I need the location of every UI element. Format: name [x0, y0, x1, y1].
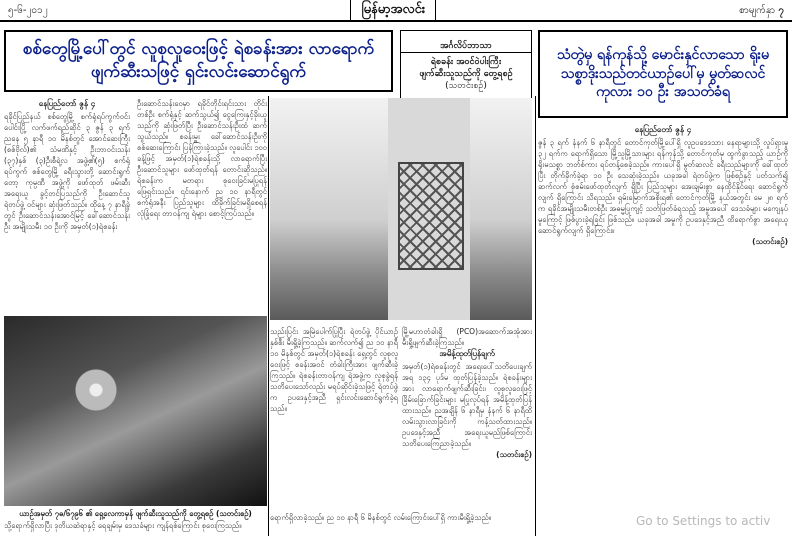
col3a-text: သည်းပြင်း အမြဲပေါက်ပြုပြီး ရဲတပ်ဖွဲ့ ပိုင်ယာဉ်နှစ်စီး မီးရှို့ခဲ့ကြသည်။ ဆက်လက်၍ ည ၁၀ နာရီ ၁၀ မိနစ်တွင် အမှတ်(၁)ရဲစခန်း ရှေ့တွင် လူစုလူဝေးဖြင့် စခန်းအဝင် တံခါးကြီးအား ဖျက်ဆီးခဲ့ကြသည်။ ရဲစခန်းတာဝန်ကျ ရဲအဖွဲ့က လူစုခွဲရန် သတိပေးသော်လည်း မရပ်ဆိုင်းခဲ့သဖြင့် ရဲတပ်ဖွဲ့က ဥပဒေနှင့်အညီ ရှင်းလင်းဆောင်ရွက်ခဲ့ရသည်။	[270, 327, 398, 413]
photo-smashed-windshield	[4, 316, 267, 506]
headline-mid-line3: ဖျက်ဆီးသူသည်ကို တွေ့ရစဉ်	[419, 69, 513, 79]
col5-credit: (သတင်းစဉ်)	[752, 237, 788, 246]
caption-credit: (သတင်းစဉ်)	[215, 509, 252, 518]
byline-right: နေပြည်တော် ဇွန် ၄	[634, 125, 692, 134]
article-left-col2	[137, 98, 267, 310]
column-rule-1	[268, 96, 269, 536]
headline-mid-line4: (သတင်းစဉ်)	[445, 81, 487, 92]
article-right	[538, 124, 788, 534]
bottom-left-copy: သို့ရောက်ရှိလာပြီး ဒုတိယဆဲရာနှင့် ရေချမ်းမှ ဒေသခံများ ကျန်ရစ်ကြောင်း စုဝေးကြသည်။	[4, 521, 242, 530]
col4-text: မြို့မဟာတံခါးရှိ (PCO)အဆောက်အအုံအား မီးရှို့ဖျက်ဆီးခဲ့ကြသည်။	[402, 327, 532, 347]
headline-mid-line2: ရဲစခန်း အဝင်ဝဲပါးကြီး	[430, 56, 502, 67]
article-mid-col1	[270, 326, 398, 512]
weekday-label: စာမျက်နှာ	[739, 4, 776, 16]
subheading: အမိန့်ထုတ်ပြန်ချက်	[439, 349, 495, 358]
col4b-text: အမှတ်(၁)ရဲစခန်းတွင် အရေးပေါ်သတိပေးချက်အရ ၁၃၄ ပုဒ်မ ထုတ်ပြန်ခဲ့သည်။ ရဲစခန်းများအား လာရောက်ဖျက်ဆီးခြင်း၊ လူစုလူဝေးဖြင့် ခြိမ်းခြောက်ခြင်းများ မပြုလုပ်ရန် အမိန့်ထုတ်ပြန်ထားသည်။ ညအချိန် ၆ နာရီမှ နံနက် ၆ နာရီထိ လမ်းသွားလာခြင်းကို ကန့်သတ်ထားသည်။ ဥပဒေနှင့်အညီ အရေးယူမည်ဖြစ်ကြောင်း သတိပေးကြေညာခဲ့သည်။	[402, 362, 532, 448]
headline-middle-box	[400, 30, 532, 102]
os-activation-watermark: Go to Settings to activ	[636, 514, 771, 528]
caption-text: ယာဉ်အမှတ် ၇ဓ/၆၇၉၆ ၏ ရှေ့လေကာမှန် ဖျက်ဆီးသူသည်ကို တွေ့ရစဉ်	[19, 509, 214, 518]
article-left-col1	[4, 98, 130, 310]
col4-credit: (သတင်းစဉ်)	[496, 450, 532, 459]
col5-text: ဇွန် ၃ ရက် နံနက် ၆ နာရီတွင် တောင်ကုတ်မြို့ပေါ်ရှိ လူဥပဒေဒသား နေရာများသို့ လှုပ်ရှားမှု ၃၂ ရက်က ရောက်ရှိသော မြို့သူမြို့သားများ ရန်ကုန်သို့ တောင်ကုတ်မှ ထွက်ခွာသည့် ယာဉ်ကို ရိုးမသစ္စာ ဘတ်စ်ကား ရပ်တန့်စေခဲ့သည်။ ကားပေါ်ရှိ မွတ်ဆလင် ခရီးသည်များကို ခေါ်ထုတ်ပြီး တိုက်ခိုက်ခဲ့ရာ ၁၀ ဦး သေဆုံးခဲ့သည်။ ယခုအခါ ရဲတပ်ဖွဲ့က ဖြစ်စဉ်နှင့် ပတ်သက်၍ ဆက်လက် စုံစမ်းဖော်ထုတ်လျက် ရှိပြီး ပြည်သူများ အေးချမ်းစွာ နေထိုင်နိုင်ရေး ဆောင်ရွက်လျက် ရှိကြောင်း သိရသည်။ ရှမ်းမြောက်အစိုးရ၏ တောင်ကုတ်မြို့ နယ်အတွင်း မေ ၂၈ ရက်က ရခိုင်အမျိုးသမီးတစ်ဦး အဓမ္မပြုကျင့် သတ်ဖြတ်ခံရသည့် အမှုအပေါ် ဒေသခံများ မကျေနပ်မှုကြောင့် ဖြစ်ပွားခဲ့ရခြင်း ဖြစ်သည်။ ယခုအခါ အမှုကို ဥပဒေနှင့်အညီ ထိရောက်စွာ အရေးယူဆောင်ရွက်လျက် ရှိကြောင်း။	[538, 138, 788, 235]
bottom-mid-copy: ရောက်ရှိလာခဲ့သည်။ ည ၁၀ နာရီ ၆ မိနစ်တွင် လမ်းကြောင်းပေါ်ရှိ ကားမီးရှို့ခဲ့သည်။	[270, 513, 491, 522]
headline-right: သံတွဲမှ ရန်ကုန်သို့ မောင်းနှင်လာသော ရိုးမသစ္စာဒိုးသည်တင်ယာဉ်ပေါ်မှ မွတ်ဆလင်ကုလား ၁၀ ဦး အသတ်ခံရ	[538, 30, 788, 118]
byline: နေပြည်တော် ဇွန် ၄	[38, 99, 96, 108]
bottom-mid-text	[270, 512, 532, 537]
page-header-bar	[0, 0, 792, 22]
headline-left: စစ်တွေမြို့ပေါ်တွင် လူစုလူဝေးဖြင့် ရဲစခန်းအား လာရောက်ဖျက်ဆီးသဖြင့် ရှင်းလင်းဆောင်ရွက်	[4, 30, 393, 92]
headline-mid-line1: အင်္ဂလိပ်ဘာသာ	[401, 40, 531, 53]
issue-date: ၅-၆-၂၀၁၂	[8, 4, 48, 16]
broken-gate	[398, 162, 464, 270]
col2-text: ဦးဆောင်သန်းဝေမှာ ရခိုင်တိုင်းရင်းသား တိုင်းတစ်ဦး စက်ရုံနှင့် ဆက်သွယ်၍ ငွေကြေးနှင့်ခိုးယူသည်ကို ဆုံးဖြတ်ပြီး ဦးဆောင်သန်းဦးထံ ဆက်သွယ်သည်။ စခန်းမှူး ခေါ်ဆောင်သန်းဦးကို စစ်ဆေးကြောင်း ပြန်ကြားခဲ့သည်။ လူပေါင်း ၁၀၀ ခန့်ဖြင့် အမှတ်(၁)ရဲစခန်းသို့ လာရောက်ပြီး ဦးဆောင်သူများ ဖော်ထုတ်ရန် တောင်းဆိုသည်။ ရဲစခန်းက မတရား စုဝေးခြင်းမပြုရန် ဖြေရှင်းသည်။ ၎င်းနောက် ည ၁၀ နာရီတွင် စက်ရုံအနီး ပြည်သူများ ထိခိုက်ခြင်းမရှိစေရန် လုံခြုံရေး တာဝန်ကျ ရဲများ စောင့်ကြပ်သည်။	[137, 99, 267, 218]
masthead: မြန်မာ့အလင်း	[350, 0, 436, 21]
col1b-text: ထိုနေ့ ၇ နာရီခွဲတွင် ဦးဆောင်သန်းအောင်မြင့် ခေါ်ဆောင်သန်းဦး အမျိုးသမီး ၁၀ ဦးကို အမှတ်(၁)ရဲစခန်း	[4, 200, 130, 231]
photo-damaged-police-station	[270, 98, 532, 320]
page-number-value: ၇	[778, 4, 784, 16]
photo-caption	[4, 508, 267, 519]
column-rule-2	[535, 96, 536, 536]
page-number	[739, 3, 784, 18]
article-mid-col2	[402, 326, 532, 512]
col1-text: ရခိုင်ပြည်နယ် စစ်တွေမြို့ စက်ရုံရပ်ကွက်ဝင်းပေါင်းပြို့ လက်ဖက်ရည်ဆိုင် ၃ ဇွန် ၃ ရက် ညနေ ၅ နာရီ ၁၀ မိနစ်တွင် အောင်ဆေးကြီး (စစ်ဗိုလ်)၏ သံမဏိနှင့် ဦးဘာဝင်းသန်း (၃၇)နှစ် (၃)ဦးစီရဲ့လ အဖွဲ့၏(၅) စက်ရုံရပ်ကွက် စစ်တွေမြို့ ခရီးသွားတို့ ဆောင်းရွက်တော့ ကုမ္ပဏီ အဖွဲ့ကို ဖော်ထုတ် ဖမ်းဆီးအရေးယူ ခွင့်တင်ပြသည်ကို ဦးဆောင်သူ ရဲတပ်ဖွဲ့ ဝင်များ ဆုံးဖြတ်သည်။	[4, 112, 130, 209]
bottom-left-text	[4, 520, 267, 537]
